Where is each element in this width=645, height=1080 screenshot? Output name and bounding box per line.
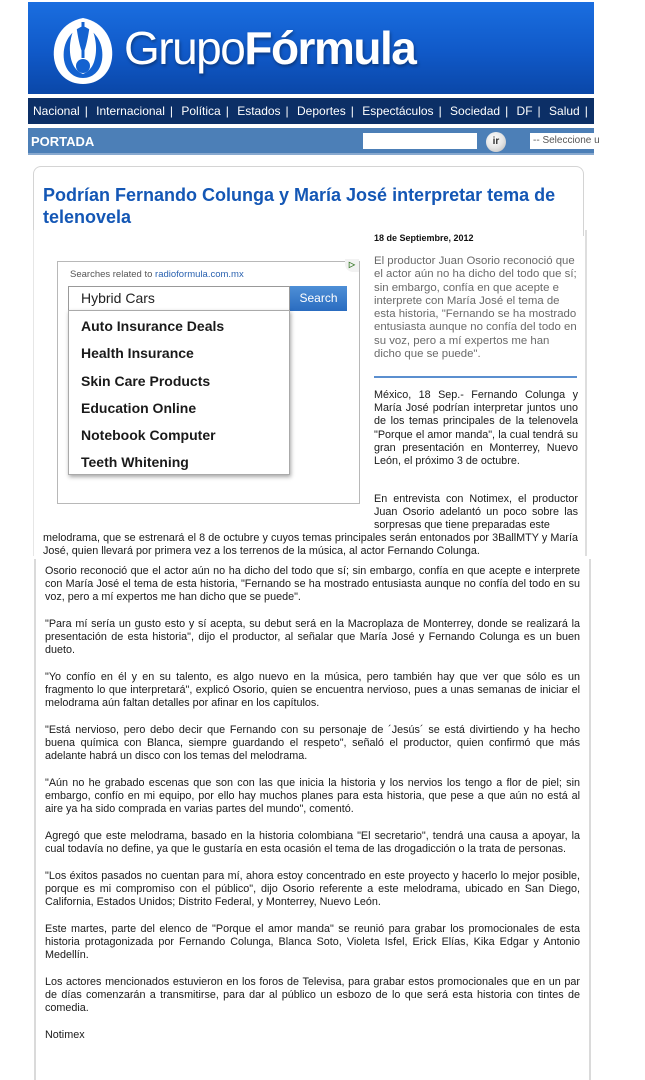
section-bar (28, 128, 600, 155)
nav-separator: | (537, 104, 541, 118)
article-paragraph: "Está nervioso, pero debo decir que Fernando con su personaje de ´Jesús´ se está divirtiendo y ha hecho buena química con Blanca, siempre guardando el respeto", señaló el productor, quien confirmó que más adelante habrá un disco con los temas del melodrama. (45, 724, 580, 763)
nav-item-sociedad[interactable]: Sociedad (450, 104, 501, 118)
main-nav (28, 98, 645, 124)
article-paragraph: "Para mí sería un gusto esto y sí acepta, su debut será en la Macroplaza de Monterrey, donde se realizará la presentación de esta historia", dijo el productor, al señalar que María José y Fernando Colunga es un buen dueto. (45, 618, 580, 657)
ad-domain-link[interactable]: radioformula.com.mx (155, 269, 244, 280)
adchoices-icon[interactable]: ▷ (345, 259, 359, 272)
nav-item-estados[interactable]: Estados (237, 104, 281, 118)
nav-item-finanzas[interactable]: Finanzas (596, 104, 645, 118)
nav-item-df[interactable]: DF (516, 104, 533, 118)
article-paragraph-continued: melodrama, que se estrenará el 8 de octubre y cuyos temas principales serán entonados por 3BallMTY y María José, quien llevará por primera vez a los terrenos de la música, al actor Fernando Colunga. (43, 532, 578, 558)
article-paragraph: Los actores mencionados estuvieron en los foros de Televisa, para grabar estos promocionales que en un par de días comenzarán a transmitirse, para dar al público un esbozo de lo que será esta historia con tintes de comedia. (45, 975, 580, 1015)
nav-item-nacional[interactable]: Nacional (33, 104, 80, 118)
article-paragraph: Osorio reconoció que el actor aún no ha dicho del todo que sí; sin embargo, confía en que acepte e interprete con María José el tema de esta historia, "Fernando se ha mostrado entusiasta aunque no confía del todo en su voz, pero a mí expertos me han dicho que se puede". (45, 565, 580, 604)
ad-suggestion-item[interactable]: Education Online (81, 399, 197, 416)
nav-separator: | (285, 104, 289, 118)
nav-item-salud[interactable]: Salud (549, 104, 580, 118)
nav-separator: | (84, 104, 88, 118)
search-go-button[interactable]: ir (486, 132, 506, 152)
nav-item-politica[interactable]: Política (181, 104, 221, 118)
ad-search-input[interactable]: Hybrid Cars (68, 286, 290, 311)
article-paragraph-start: En entrevista con Notimex, el productor Juan Osorio adelantó un poco sobre las sorpresas que tiene preparadas este (374, 493, 578, 532)
related-searches-ad (57, 261, 360, 504)
ad-suggestion-item[interactable]: Auto Insurance Deals (81, 318, 225, 334)
nav-item-deportes[interactable]: Deportes (297, 104, 346, 118)
article-headline: Podrían Fernando Colunga y María José interpretar tema de telenovela (43, 185, 556, 227)
nav-separator: | (438, 104, 442, 118)
nav-separator: | (169, 104, 174, 118)
grupo-formula-logo-icon[interactable] (48, 14, 118, 86)
article-paragraph: "Los éxitos pasados no cuentan para mí, ahora estoy concentrado en este proyecto y hacerlo lo mejor posible, porque es mi compromiso con el público", dijo Osorio referente a este melodrama, ubicado en San Diego, California, Estados Unidos; Distrito Federal, y Monterrey, Nuevo León. (45, 869, 580, 909)
section-title[interactable]: PORTADA (31, 134, 95, 149)
article-paragraph: "Yo confío en él y en su talento, es algo nuevo en la música, pero también hay que ver que sólo es un fragmento lo que interpretará", explicó Osorio, quien se encuentra nervioso, pues a unas semanas de iniciar el melodrama aún faltan detalles por afinar en los capítulos. (45, 671, 580, 710)
ad-suggestion-item[interactable]: Health Insurance (81, 345, 194, 362)
nav-separator: | (350, 104, 354, 118)
article-date: 18 de Septiembre, 2012 (374, 233, 474, 243)
article-body (45, 565, 580, 1055)
section-select[interactable]: -- Seleccione u (530, 133, 594, 149)
ad-label: Searches related to radioformula.com.mx (70, 269, 244, 280)
ad-suggestion-item[interactable]: Teeth Whitening (81, 454, 189, 471)
article-paragraph: Agregó que este melodrama, basado en la historia colombiana "El secretario", tendrá una causa a apoyar, la cual todavía no define, ya que le gustaría en esta ocasión el tema de las drogadicción o la trata de personas. (45, 830, 580, 856)
nav-separator: | (225, 104, 229, 118)
article-lead: México, 18 Sep.- Fernando Colunga y María José podrían interpretar juntos uno de los temas principales de la telenovela "Porque el amor manda", la cual tendrá su gran presentación en Monterrey, Nuevo León, el próximo 3 de octubre. (374, 389, 578, 468)
nav-item-espectaculos[interactable]: Espectáculos (362, 104, 434, 118)
nav-separator: | (505, 104, 509, 118)
nav-item-internacional[interactable]: Internacional (96, 104, 165, 118)
site-header (28, 2, 594, 94)
article-summary: El productor Juan Osorio reconoció que el actor aún no ha dicho del todo que sí; sin embargo, confía en que acepte e interprete con María José el tema de esta historia, "Fernando se ha mostrado entusiasta aunque no confía del todo en su voz, pero a mí expertos me han dicho que se puede". (374, 255, 577, 361)
summary-divider (374, 376, 577, 378)
site-logo-text[interactable]: GrupoFórmula (124, 22, 416, 74)
nav-separator: | (584, 104, 588, 118)
ad-suggestion-list (68, 310, 290, 475)
site-search-input[interactable] (363, 133, 477, 149)
ad-search-button[interactable]: Search (290, 286, 347, 311)
ad-suggestion-item[interactable]: Notebook Computer (81, 427, 216, 444)
article-source: Notimex (45, 1028, 85, 1041)
article-paragraph: Este martes, parte del elenco de "Porque el amor manda" se reunió para grabar los promocionales de esta historia protagonizada por Fernando Colunga, Blanca Soto, Violeta Isfel, Erick Elías, Kika Edgar y Antonio Medellín. (45, 922, 580, 962)
article-paragraph: "Aún no he grabado escenas que son con las que inicia la historia y los nervios los tengo a flor de piel; sin embargo, confío en mi equipo, por ello hay muchos planes para esta historia, que pese a que aún no está al aire ya ha sido comprada en varias partes del mundo", comentó. (45, 777, 580, 816)
ad-suggestion-item[interactable]: Skin Care Products (81, 372, 211, 389)
